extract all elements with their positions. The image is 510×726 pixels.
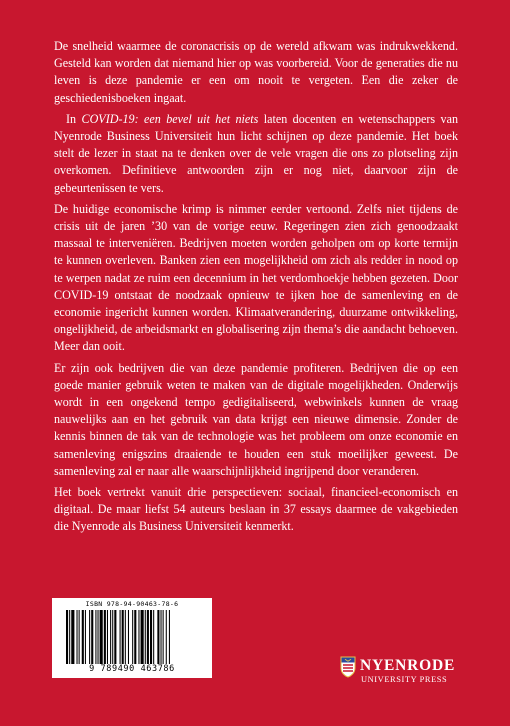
barcode-bar [110, 610, 111, 664]
blurb-paragraph-3: De huidige economische krimp is nimmer eerder vertoond. Zelfs niet tijdens de crisis uit de jaren ’30 van de vorige eeuw. Regeringen zien zich genoodzaakt massaal te interveniëren. Bedrijven moeten worden geholpen om op korte termijn te kunnen overleven. Banken zien een mogelijkheid om zich als redder in nood op te werpen nadat ze ruim een decennium in het verdomhoekje hebben gezeten. Door COVID-19 ontstaat de noodzaak opnieuw te ijken hoe de samenleving en de economie ingericht kunnen worden. Klimaatverandering, duurzame ontwikkeling, ongelijkheid, de arbeidsmarkt en globalisering zijn thema’s die aandacht behoeven. Meer dan ooit. [54, 201, 458, 354]
barcode-bar [153, 610, 154, 664]
barcode-bar [66, 610, 68, 664]
blurb-paragraph-4: Er zijn ook bedrijven die van deze pandemie profiteren. Bedrijven die op een goede manier gebruik weten te maken van de digitale mogelijkheden. Onderwijs wordt in een ongekend tempo gedigitaliseerd, webwinkels kunnen de vraag nauwelijks aan en het gebruik van data krijgt een nieuwe dimensie. Zonder de kennis binnen de tak van de technologie was het probleem om onze economie en samenleving enigszins draaiende te houden een stuk moeilijker geweest. De samenleving zal er naar alle waarschijnlijkheid ingrijpend door veranderen. [54, 360, 458, 478]
barcode-bar [120, 610, 121, 664]
barcode-bar [98, 610, 99, 664]
publisher-subtitle: UNIVERSITY PRESS [361, 675, 448, 684]
barcode-bar [112, 610, 113, 664]
barcode-bar [69, 610, 70, 664]
barcode-bar [150, 610, 152, 664]
isbn-label: ISBN 978-94-90463-78-6 [85, 600, 179, 608]
barcode-bar [138, 610, 139, 664]
barcode-bar [114, 610, 116, 664]
barcode-bars [63, 610, 201, 664]
barcode-bar [141, 610, 144, 664]
barcode-bar [134, 610, 136, 664]
barcode-bar [89, 610, 90, 664]
blurb-paragraph-2-rest: laten docenten en wetenschappers van Nyenrode Business Universiteit hun licht schijnen op deze pandemie. Het boek stelt de lezer in staat na te denken over de vele vragen die ons zo plotseling zijn overkomen. Definitieve antwoorden zijn er nog niet, daarvoor zijn de gebeurtenissen te vers. [54, 111, 458, 195]
barcode-bar [128, 610, 129, 664]
barcode-bar [122, 610, 124, 664]
blurb-paragraph-1: De snelheid waarmee de coronacrisis op de wereld afkwam was indrukwekkend. Gesteld kan worden dat niemand hier op was voorbereid. Voor de generaties die nu leven is deze pandemie er een om nooit te vergeten. Een die zeker de geschiedenisboeken ingaat. [54, 39, 458, 105]
barcode-bar [107, 610, 108, 664]
barcode-bar [95, 610, 96, 664]
barcode-bar [100, 610, 103, 664]
barcode-bar [166, 610, 167, 664]
publisher-name: NYENRODE [360, 657, 456, 674]
barcode-bar [77, 610, 78, 664]
barcode-bar [79, 610, 80, 664]
barcode-bar [161, 610, 162, 664]
publisher-logo [340, 655, 460, 695]
barcode-bar [132, 610, 133, 664]
blurb-paragraph-2-lead: In [66, 111, 82, 126]
barcode-bar [91, 610, 93, 664]
blurb-text [54, 38, 458, 540]
blurb-paragraph-2 [54, 111, 458, 197]
barcode-bar [157, 610, 159, 664]
barcode-bar [125, 610, 126, 664]
barcode-bar [82, 610, 84, 664]
barcode-bar [163, 610, 164, 664]
isbn-barcode [52, 598, 212, 678]
barcode-bar [147, 610, 149, 664]
barcode-digits: 9 789490 463786 [89, 664, 175, 674]
nyenrode-shield-icon [340, 656, 356, 678]
barcode-bar [145, 610, 146, 664]
barcode-bar [85, 610, 86, 664]
barcode-bar [169, 610, 170, 664]
barcode-bar [104, 610, 106, 664]
barcode-bar [71, 610, 74, 664]
book-title: COVID-19: een bevel uit het niets [81, 111, 259, 126]
blurb-paragraph-5: Het boek vertrekt vanuit drie perspectieven: sociaal, financieel-economisch en digitaal. De maar liefst 54 auteurs beslaan in 37 essays daarmee de vakgebieden die Nyenrode als Business Universiteit kenmerkt. [54, 485, 458, 534]
